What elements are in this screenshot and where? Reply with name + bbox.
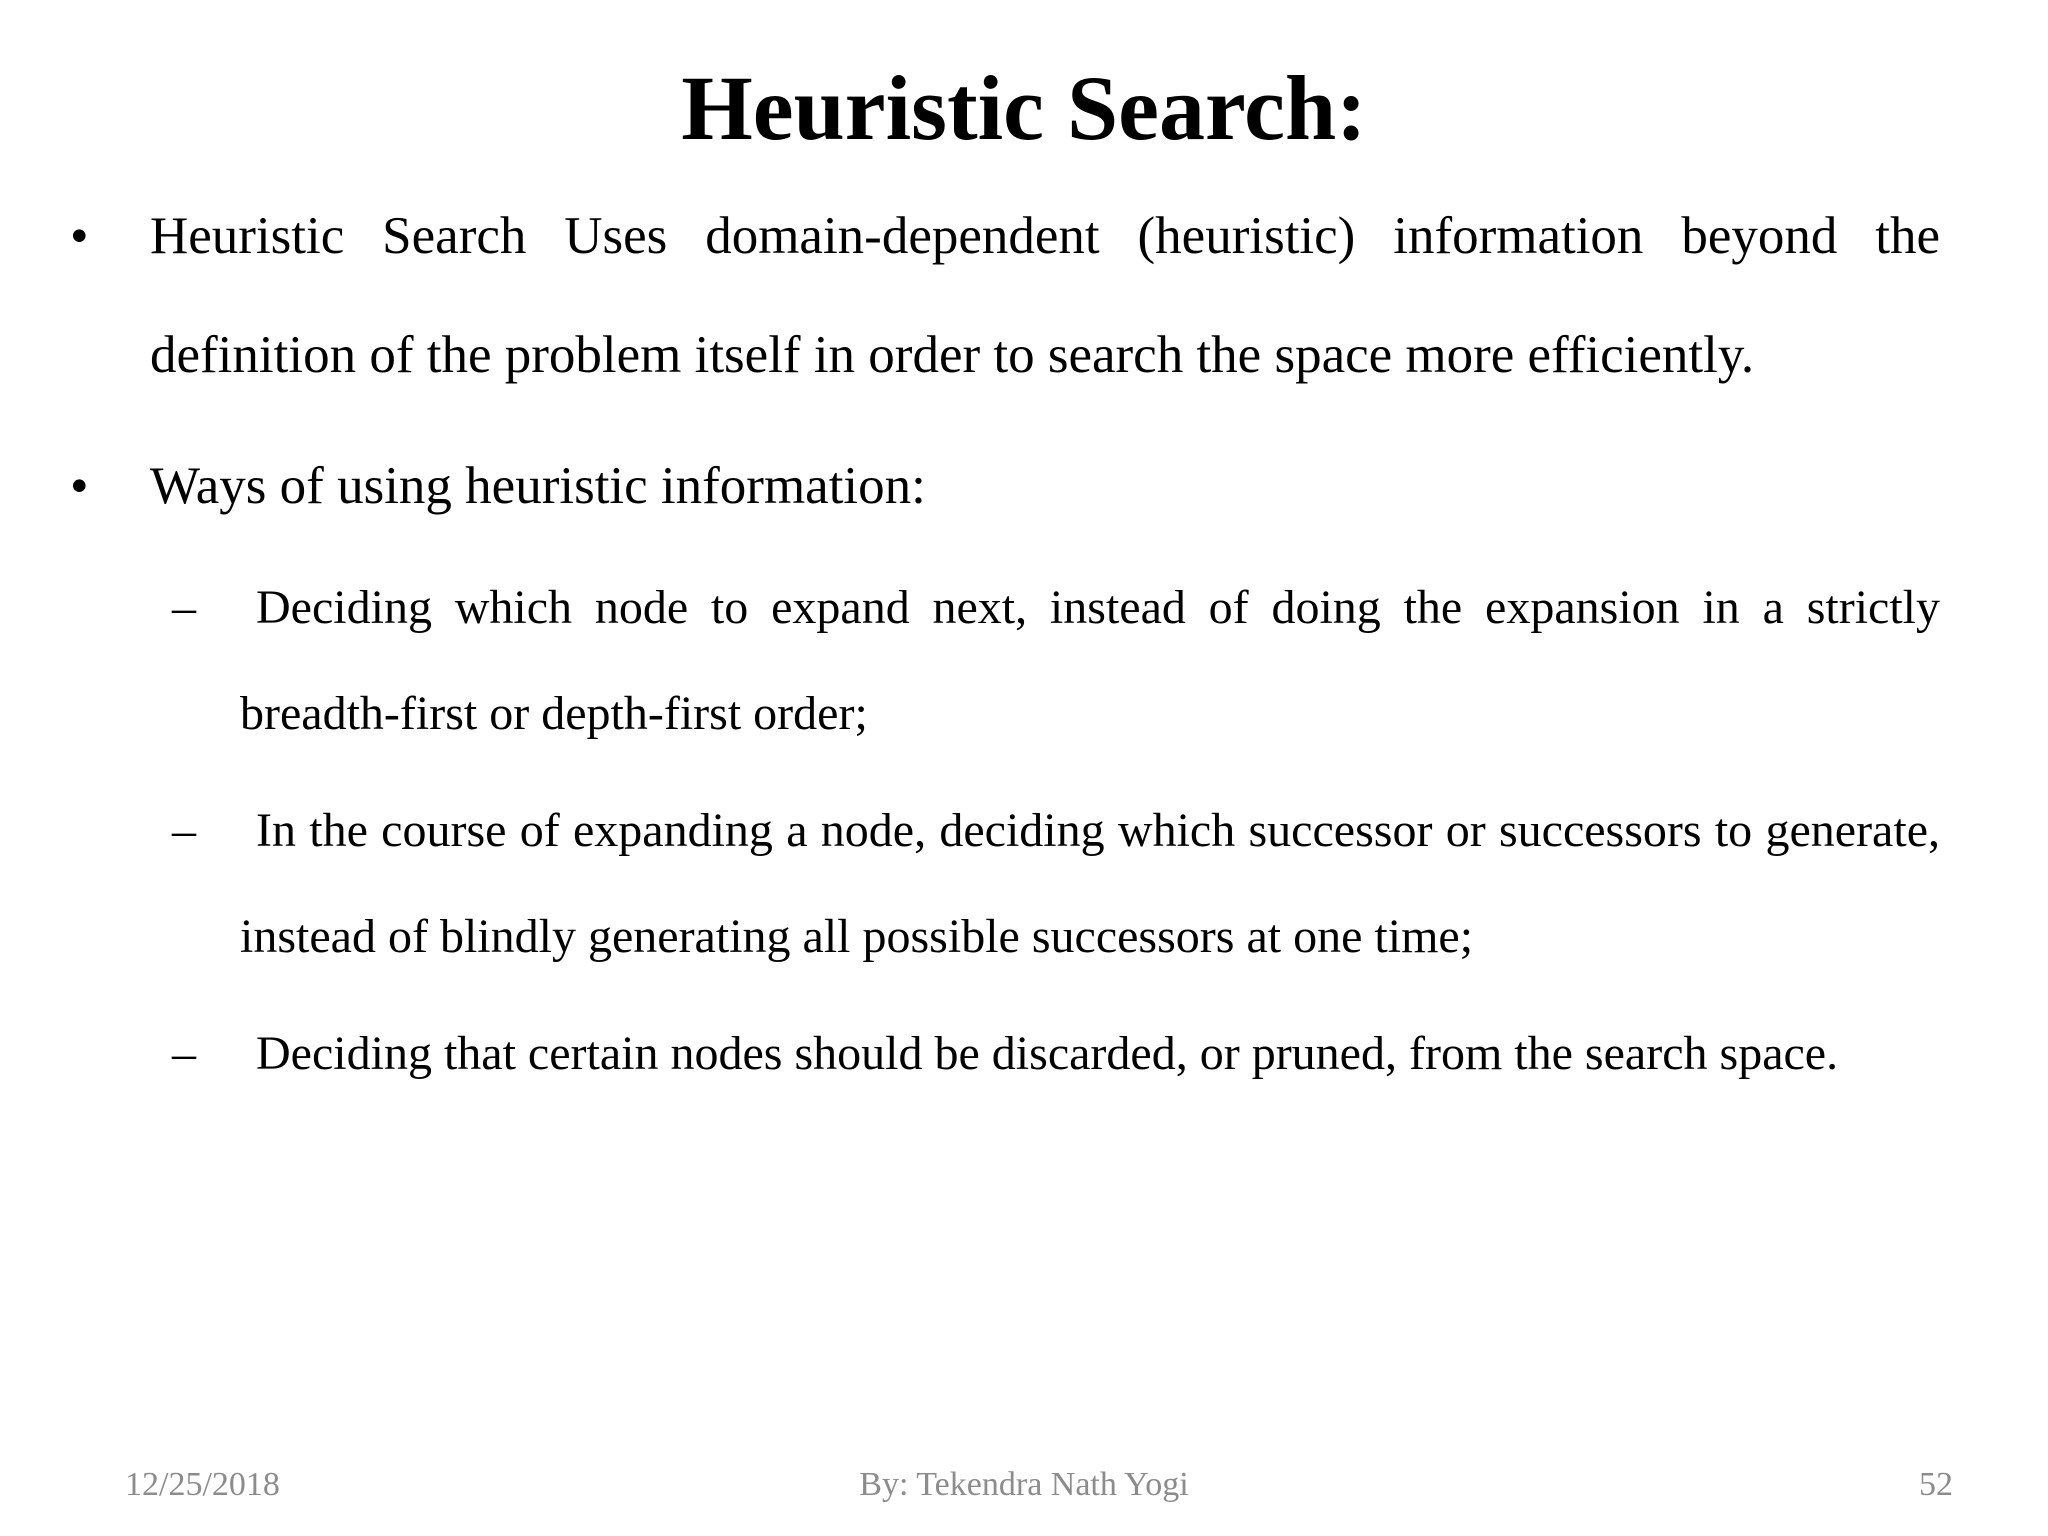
sub-bullet-pruning: Deciding that certain nodes should be discarded, or pruned, from the search space. [256, 1027, 1839, 1080]
sub-bullet-marker: – [172, 804, 196, 857]
footer-author: By: Tekendra Nath Yogi [859, 1466, 1189, 1503]
sub-bullet-marker: – [172, 581, 196, 634]
footer-date: 12/25/2018 [125, 1466, 280, 1503]
bullet-marker: • [70, 207, 89, 265]
sub-bullet-expand-next: Deciding which node to expand next, instead of doing the expansion in a strictly breadth-first or depth-first order; [240, 581, 1940, 740]
slide-title: Heuristic Search: [681, 57, 1367, 159]
sub-bullet-marker: – [172, 1027, 196, 1080]
bullet-marker: • [70, 457, 89, 515]
bullet-heuristic-definition: Heuristic Search Uses domain-dependent (heuristic) information beyond the definition of the problem itself in order to search the space more efficiently. [150, 207, 1940, 384]
footer-page-number: 52 [1919, 1466, 1953, 1503]
bullet-ways-of-using: Ways of using heuristic information: [150, 457, 926, 515]
sub-bullet-successors: In the course of expanding a node, deciding which successor or successors to generate, instead of blindly generating all possible successors at one time; [240, 804, 1940, 963]
